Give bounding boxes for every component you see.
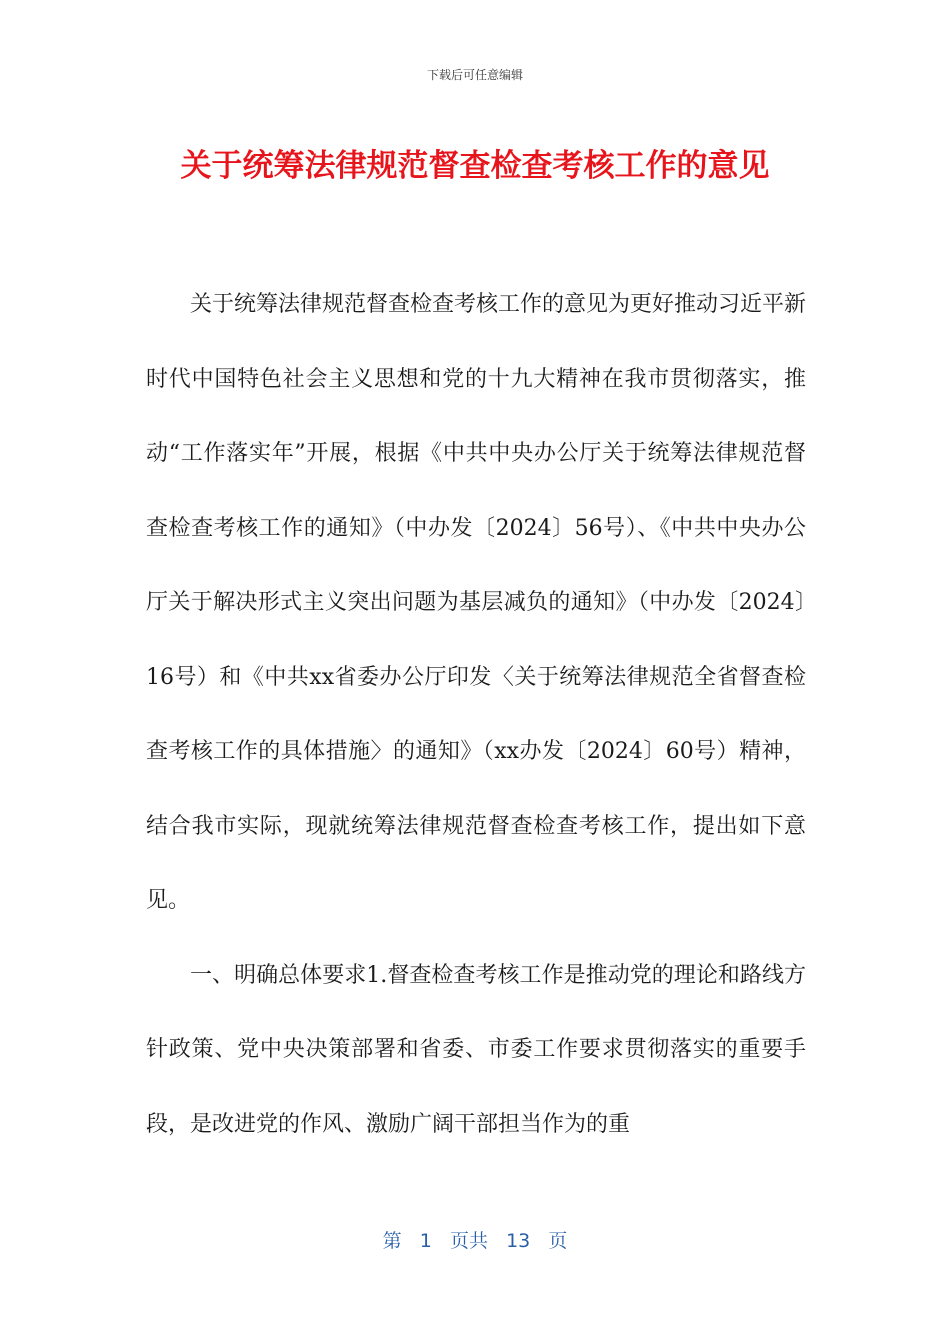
footer-suffix: 页 <box>548 1230 568 1252</box>
footer-middle: 页共 <box>449 1230 488 1252</box>
document-body <box>146 268 806 1162</box>
footer-prefix: 第 <box>382 1230 402 1252</box>
header-note: 下载后可任意编辑 <box>426 68 523 82</box>
current-page-number: 1 <box>419 1230 432 1252</box>
paragraph-intro: 关于统筹法律规范督查检查考核工作的意见为更好推动习近平新时代中国特色社会主义思想和党的十九大精神在我市贯彻落实，推动“工作落实年”开展，根据《中共中央办公厅关于统筹法律规范督查检查考核工作的通知》（中办发〔2024〕56号）、《中共中央办公厅关于解决形式主义突出问题为基层减负的通知》（中办发〔2024〕16号）和《中共xx省委办公厅印发〈关于统筹法律规范全省督查检查考核工作的具体措施〉的通知》（xx办发〔2024〕60号）精神，结合我市实际，现就统筹法律规范督查检查考核工作，提出如下意见。 <box>146 292 807 913</box>
document-title: 关于统筹法律规范督查检查考核工作的意见 <box>180 148 770 184</box>
paragraph-section-one: 一、明确总体要求1.督查检查考核工作是推动党的理论和路线方针政策、党中央决策部署和省委、市委工作要求贯彻落实的重要手段，是改进党的作风、激励广阔干部担当作为的重 <box>146 962 806 1137</box>
page-footer <box>0 1226 950 1253</box>
total-pages-number: 13 <box>506 1230 531 1252</box>
